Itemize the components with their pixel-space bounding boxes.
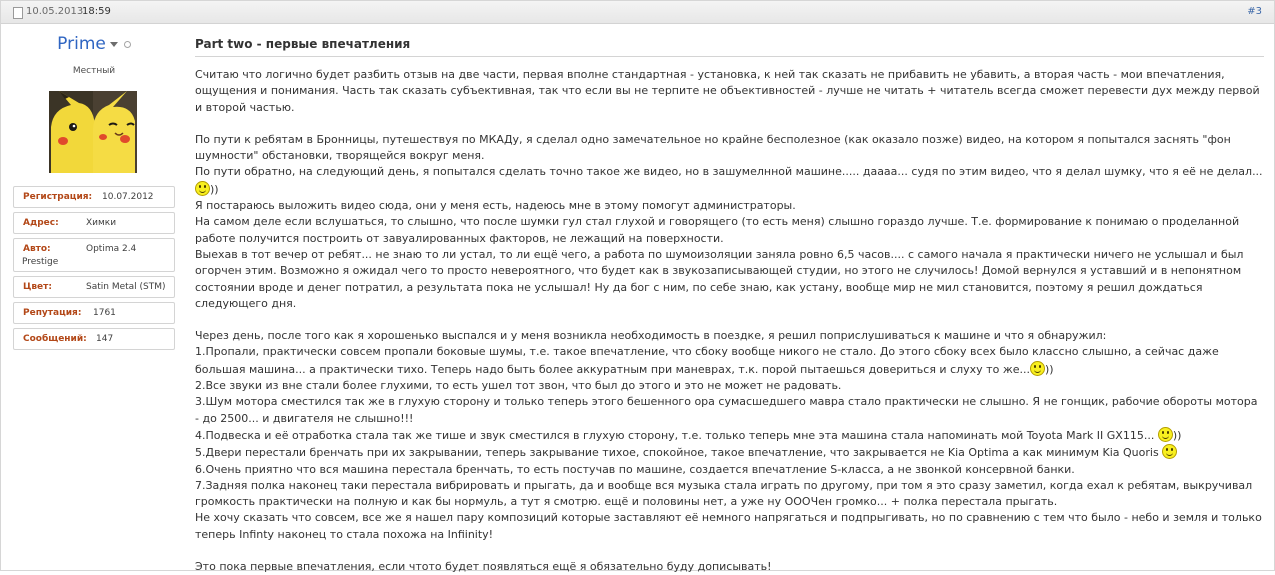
- smile-icon: [1030, 361, 1045, 376]
- text: )): [1045, 362, 1054, 376]
- info-value: 1761: [93, 308, 116, 318]
- info-label: Цвет:: [23, 282, 52, 292]
- list-item: [195, 344, 1264, 378]
- info-label: Адрес:: [23, 218, 59, 228]
- chevron-down-icon[interactable]: [110, 42, 118, 47]
- info-label: Регистрация:: [23, 192, 93, 202]
- text: )): [210, 182, 219, 196]
- offline-status-icon: [124, 41, 131, 48]
- post-header: [1, 1, 1274, 24]
- info-color: [13, 276, 175, 298]
- smile-icon: [1158, 427, 1173, 442]
- paragraph: Это пока первые впечатления, если чтото будет появляться ещё я обязательно буду дописывать!: [195, 560, 772, 574]
- user-info: [13, 186, 175, 354]
- avatar[interactable]: [49, 91, 137, 173]
- list-item: 2.Все звуки из вне стали более глухими, то есть ушел тот звон, что был до этого и это не может не радовать.: [195, 379, 842, 393]
- paragraph: Выехав в тот вечер от ребят... не знаю то ли устал, то ли ещё чего, а работа по шумоизоляции заняла ровно 6,5 часов.... с самого начала я практически ничего не услышал и был огорчен этим. Возможно я ожидал чего то просто невероятного, что будет как в звукозаписывающей студии, но этого не случилось! Домой вернулся я уставший и в непонятном состоянии вроде и денег потратил, а результата пока не услышал! Ну да бог с ним, по себе знаю, как устану, вообще мир не мил становится, поэтому я решил дождаться следующего дня.: [195, 247, 1244, 310]
- info-value-2: Prestige: [22, 257, 59, 267]
- info-value: Satin Metal (STM): [86, 282, 166, 292]
- post-title: Part two - первые впечатления: [195, 37, 1264, 57]
- document-icon: [13, 7, 23, 19]
- paragraph: На самом деле если вслушаться, то слышно, что после шумки гул стал глухой и говорящего (то есть меня) слышно гораздо лучше. Т.е. формирование к понимаю о проделанной работе получится построить от завуалированных факторов, не лежащий на поверхности.: [195, 215, 1240, 245]
- info-label: Авто:: [23, 244, 51, 254]
- smile-icon: [1162, 444, 1177, 459]
- info-car: [13, 238, 175, 272]
- username-link[interactable]: Prime: [57, 34, 106, 54]
- list-item: 6.Очень приятно что вся машина перестала бренчать, то есть постучав по машине, создается впечатление S-класса, а не звонкой консервной банки.: [195, 462, 1075, 476]
- avatar-image: [49, 91, 137, 173]
- paragraph: По пути к ребятам в Бронницы, путешествуя по МКАДу, я сделал одно замечательное но крайне бесполезное (как оказало позже) видео, на котором я попытался заснять "фон шумности" обстановки, творящейся вокруг меня.: [195, 132, 1231, 163]
- post-date: 10.05.2013: [26, 6, 84, 17]
- info-label: Сообщений:: [23, 334, 87, 344]
- list-item: [195, 427, 1264, 444]
- info-registration: [13, 186, 175, 208]
- text: )): [1172, 428, 1182, 442]
- paragraph: Не хочу сказать что совсем, все же я нашел пару композиций которые заставляют её немного напрягаться и подпрыгивать, но по сравнению с тем что было - небо и земля и только теперь Infinty наконец то стала похожа на Infiinity!: [195, 511, 1262, 541]
- info-address: [13, 212, 175, 234]
- info-value: 10.07.2012: [102, 192, 154, 202]
- post-body: [195, 67, 1264, 575]
- info-posts: [13, 328, 175, 350]
- paragraph: Считаю что логично будет разбить отзыв на две части, первая вполне стандартная - установка, к ней так сказать не прибавить не убавить, а вторая часть - мои впечатления, ощущения и понимания. Часть так сказать субъективная, так что если вы не терпите не объективностей - лучше не читать + читатель всегда сможет перевести дух между первой и второй частью.: [195, 68, 1260, 114]
- smile-icon: [195, 181, 210, 196]
- text: 4.Подвеска и её отработка стала так же тише и звук сместился в глухую сторону, т.е. только теперь мне эта машина стала напоминать мой Toyota Mark II GX115...: [195, 428, 1155, 442]
- info-label: Репутация:: [23, 308, 82, 318]
- list-item: 7.Задняя полка наконец таки перестала вибрировать и прыгать, да и вообще вся музыка стала играть по другому, при том я это сразу заметил, когда ехал к ребятам, выкручивал громкость практически на полную и как бы нормуль, а тут я смотрю. ещё и половины нет, а уже ну ОООЧен громко... + полка перестала прыгать.: [195, 478, 1253, 509]
- info-value: 147: [96, 334, 114, 344]
- info-value: Химки: [86, 218, 117, 228]
- text: 5.Двери перестали бренчать при их закрывании, теперь закрывание тихое, спокойное, такое впечатление, что закрывается не Kia Optima а как минимум Kia Quoris: [195, 446, 1159, 460]
- list-item: 3.Шум мотора сместился так же в глухую сторону и только теперь этого бешенного ора сумасшедшего мавра стало практически не слышно. Я не гонщик, рабочие обороты мотора - до 2500... и двигателя не слышно!!!: [195, 395, 1258, 425]
- post-content: [195, 37, 1264, 575]
- paragraph: Я постараюсь выложить видео сюда, они у меня есть, надеюсь мне в этому помогут администраторы.: [195, 199, 796, 213]
- paragraph: Через день, после того как я хорошенько выспался и у меня возникла необходимость в поездке, я решил поприслушиваться к машине и что я обнаружил:: [195, 329, 1107, 343]
- paragraph: [195, 164, 1264, 198]
- post-time: 18:59: [82, 6, 111, 17]
- post-number-link[interactable]: #3: [1247, 6, 1262, 17]
- text: 1.Пропали, практически совсем пропали боковые шумы, т.е. такое впечатление, что сбоку вообще никого не стало. До этого сбоку всех было классно слышно, а сейчас даже большая машина... а практически тихо. Теперь надо быть более аккуратным при маневрах, т.к. порой пытаешься довериться и слуху то же...: [195, 345, 1219, 376]
- text: По пути обратно, на следующий день, я попытался сделать точно такое же видео, но в зашумелнной машине..... даааа... судя по этим видео, что я делал шумку, что я её не делал...: [195, 165, 1263, 179]
- info-reputation: [13, 302, 175, 324]
- username-row: [11, 34, 177, 54]
- user-title: Местный: [72, 66, 116, 76]
- info-value: Optima 2.4: [86, 244, 137, 254]
- user-sidebar: [11, 28, 177, 570]
- list-item: [195, 444, 1264, 461]
